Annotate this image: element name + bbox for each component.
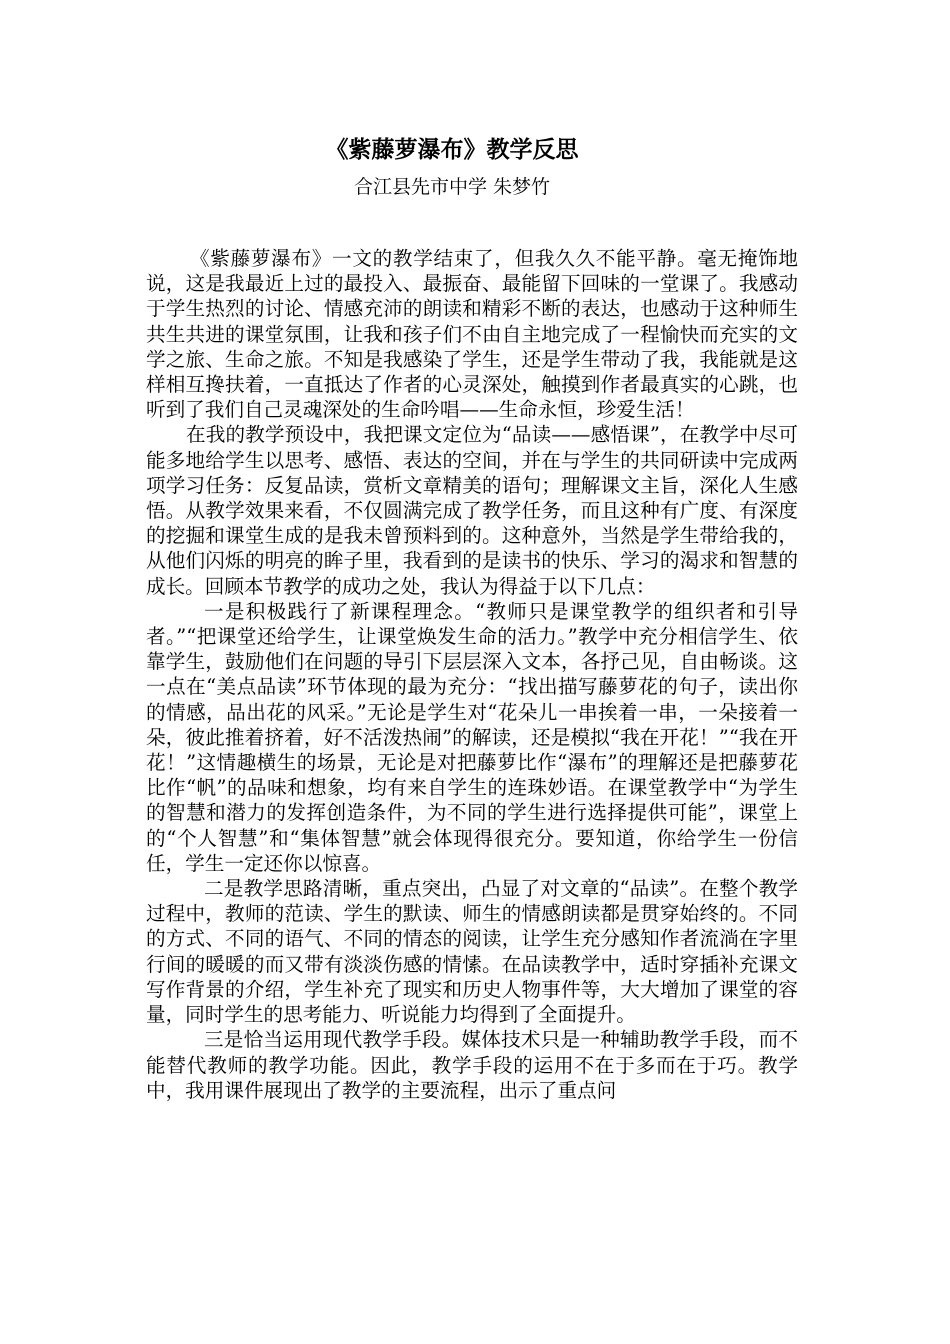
author-line: 合江县先市中学 朱梦竹 xyxy=(353,176,551,198)
paragraph-point-two: 二是教学思路清晰，重点突出，凸显了对文章的“品读”。在整个教学过程中，教师的范读、学生的默读、师生的情感朗读都是贯穿始终的。不同的方式、不同的语气、不同的情态的阅读，让学生充分感知作者流淌在字里行间的暖暖的而又带有淡淡伤感的情愫。在品读教学中，适时穿插补充课文写作背景的介绍，学生补充了现实和历史人物事件等，大大增加了课堂的容量，同时学生的思考能力、听说能力均得到了全面提升。 xyxy=(146,877,798,1027)
document-body xyxy=(146,246,798,1103)
paragraph-point-one: 一是积极践行了新课程理念。“教师只是课堂教学的组织者和引导者。”“把课堂还给学生，让课堂焕发生命的活力。”教学中充分相信学生、依靠学生，鼓励他们在问题的导引下层层深入文本，各抒己见，自由畅谈。这一点在“美点品读”环节体现的最为充分：“找出描写藤萝花的句子，读出你的情感，品出花的风采。”无论是学生对“花朵儿一串挨着一串，一朵接着一朵，彼此推着挤着，好不活泼热闹”的解读，还是模拟“我在开花！”“我在开花！”这情趣横生的场景，无论是对把藤萝比作“瀑布”的理解还是把藤萝花比作“帆”的品味和想象，均有来自学生的连珠妙语。在课堂教学中“为学生的智慧和潜力的发挥创造条件，为不同的学生进行选择提供可能”，课堂上的“个人智慧”和“集体智慧”就会体现得很充分。要知道，你给学生一份信任，学生一定还你以惊喜。 xyxy=(146,599,798,875)
document-title: 《紫藤萝瀑布》教学反思 xyxy=(325,136,579,163)
paragraph-teaching-design: 在我的教学预设中，我把课文定位为“品读——感悟课”，在教学中尽可能多地给学生以思考、感悟、表达的空间，并在与学生的共同研读中完成两项学习任务：反复品读，赏析文章精美的语句；理解课文主旨，深化人生感悟。从教学效果来看，不仅圆满完成了教学任务，而且这种有广度、有深度的挖掘和课堂生成的是我未曾预料到的。这种意外，当然是学生带给我的，从他们闪烁的明亮的眸子里，我看到的是读书的快乐、学习的渴求和智慧的成长。回顾本节教学的成功之处，我认为得益于以下几点： xyxy=(146,423,798,598)
paragraph-point-three: 三是恰当运用现代教学手段。媒体技术只是一种辅助教学手段，而不能替代教师的教学功能。因此，教学手段的运用不在于多而在于巧。教学中，我用课件展现出了教学的主要流程，出示了重点问 xyxy=(146,1028,798,1102)
paragraph-intro: 《紫藤萝瀑布》一文的教学结束了，但我久久不能平静。毫无掩饰地说，这是我最近上过的最投入、最振奋、最能留下回味的一堂课了。我感动于学生热烈的讨论、情感充沛的朗读和精彩不断的表达，也感动于这种师生共生共进的课堂氛围，让我和孩子们不由自主地完成了一程愉快而充实的文学之旅、生命之旅。不知是我感染了学生，还是学生带动了我，我能就是这样相互搀扶着，一直抵达了作者的心灵深处，触摸到作者最真实的心跳，也听到了我们自己灵魂深处的生命吟唱——生命永恒，珍爱生活！ xyxy=(146,247,798,422)
